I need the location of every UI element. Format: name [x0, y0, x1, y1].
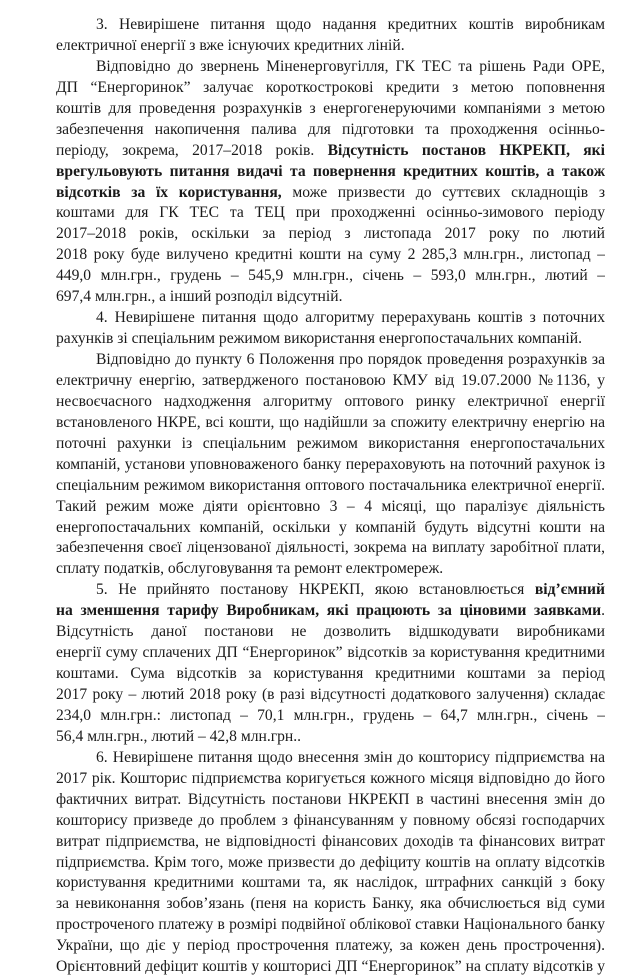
bold-text: від’ємний	[534, 581, 605, 599]
text-run: Такий режим може діяти орієнтовно 3 – 4 місяці, що паралізує діяльність	[56, 497, 605, 515]
text-run: ДП “Енергоринок” залучає короткострокові кредити з метою поповнення	[56, 78, 605, 96]
text-line	[56, 497, 605, 518]
text-line	[56, 371, 605, 392]
text-line	[56, 832, 605, 853]
text-run: рахунків зі спеціальним режимом використання енергопостачальних компаній.	[56, 330, 582, 348]
text-run: періоду, зокрема, 2017–2018 років.	[56, 141, 328, 159]
text-run: 2017–2018 років, оскільки за період з листопада 2017 року по лютий	[56, 225, 605, 243]
bold-text: врегульовують питання видачі та повернення кредитних коштів, а також	[56, 162, 605, 180]
text-run: електричну енергію, затвердженого постановою КМУ від 19.07.2000 №1136, у	[56, 371, 605, 389]
text-line	[56, 308, 605, 329]
document-page	[56, 15, 605, 978]
text-run: 234,0 млн.грн.: листопад – 70,1 млн.грн., грудень – 64,7 млн.грн., січень –	[56, 706, 605, 724]
text-run: .	[601, 602, 605, 620]
text-line	[56, 706, 605, 727]
text-line	[56, 894, 605, 915]
text-line	[56, 601, 605, 622]
text-line	[56, 622, 605, 643]
text-line	[56, 936, 605, 957]
text-line	[56, 329, 605, 350]
text-line	[56, 643, 605, 664]
text-line	[56, 559, 605, 580]
text-line	[56, 99, 605, 120]
text-line	[56, 245, 605, 266]
text-line	[56, 811, 605, 832]
text-run: коштами. Сума відсотків за користування кредитними коштами за період	[56, 665, 605, 683]
text-run: поточні рахунки із спеціальним режимом використання енергопостачальних	[56, 434, 605, 452]
text-line	[56, 790, 605, 811]
text-run: 2017 року – лютий 2018 року (в разі відсутності додаткового залучення) складає	[56, 686, 605, 703]
text-line	[56, 350, 605, 371]
text-run: витрат підприємства, не відповідності фінансових доходів та фінансових витрат	[56, 832, 605, 850]
text-run: 6. Невирішене питання щодо внесення змін до кошторису підприємства на	[96, 748, 605, 766]
text-line	[56, 873, 605, 894]
text-line	[56, 15, 605, 36]
text-line	[56, 538, 605, 559]
text-run: 697,4 млн.грн., а інший розподіл відсутній.	[56, 288, 343, 306]
bold-text: відсотків за їх користування,	[56, 183, 282, 201]
text-run: компаній, установи уповноваженого банку перераховують на поточний рахунок із	[56, 455, 605, 473]
text-run: коштів для проведення розрахунків з енергогенеруючими компаніями з метою	[56, 99, 605, 117]
text-run: Відсутність даної постанови не дозволить відшкодувати виробниками	[56, 623, 605, 641]
text-line	[56, 748, 605, 769]
text-line	[56, 685, 605, 706]
text-line	[56, 455, 605, 476]
text-line	[56, 915, 605, 936]
text-line	[56, 120, 605, 141]
text-run: сплату податків, обслуговування та ремонт електромереж.	[56, 560, 444, 578]
text-run: забезпечення накопичення палива для підготовки та проходження осінньо-	[56, 120, 605, 138]
text-run: забезпечення своєї ліцензованої діяльності, зокрема на виплату заробітної плати,	[56, 539, 605, 557]
text-run: електричної енергії з вже існуючих кредитних ліній.	[56, 36, 405, 54]
text-line	[56, 57, 605, 78]
text-run: енергії суму сплачених ДП “Енергоринок” відсотків за користування кредитними	[56, 644, 605, 662]
text-run: 4. Невирішене питання щодо алгоритму перерахувань коштів з поточних	[96, 309, 605, 327]
text-run: простроченого платежу в розмірі подвійної облікової ставки Національного банку	[56, 916, 605, 934]
text-line	[56, 287, 605, 308]
text-run: 56,4 млн.грн., лютий – 42,8 млн.грн..	[56, 727, 302, 745]
text-run: підприємства. Крім того, може призвести до дефіциту коштів на оплату відсотків	[56, 853, 605, 871]
text-line	[56, 392, 605, 413]
text-run: Відповідно до звернень Міненерговугілля, ГК ТЕС та рішень Ради ОРЕ,	[96, 57, 605, 75]
bold-text: на зменшення тарифу Виробникам, які працюють за ціновими заявками	[56, 602, 602, 620]
text-run: за невиконання зобов’язань (пеня на користь Банку, яка обчислюється від суми	[56, 895, 605, 913]
text-line	[56, 141, 605, 162]
text-line	[56, 183, 605, 204]
text-run: спеціальним режимом використання оптового постачальника електричної енергії.	[56, 476, 605, 494]
text-line	[56, 203, 605, 224]
text-run: 2018 року буде вилучено кредитні кошти на суму 2 285,3 млн.грн., листопад –	[56, 246, 605, 264]
text-run: 3. Невирішене питання щодо надання кредитних коштів виробникам	[96, 16, 605, 33]
text-run: 2017 рік. Кошторис підприємства коригується кожного місяця відповідно до його	[56, 769, 605, 787]
text-run: користування кредитними коштами та, як наслідок, штрафних санкцій з боку	[56, 874, 605, 892]
text-line	[56, 518, 605, 539]
text-run: Відповідно до пункту 6 Положення про порядок проведення розрахунків за	[96, 351, 605, 368]
text-line	[56, 476, 605, 497]
text-line	[56, 957, 605, 978]
text-line	[56, 413, 605, 434]
text-run: фактичних витрат. Відсутність постанови НКРЕКП в частині внесення змін до	[56, 790, 605, 808]
text-run: 5. Не прийнято постанову НКРЕКП, якою встановлюється	[96, 581, 535, 599]
text-line	[56, 769, 605, 790]
text-run: 449,0 млн.грн., грудень – 545,9 млн.грн., січень – 593,0 млн.грн., лютий –	[56, 267, 605, 285]
text-run: енергопостачальних компаній, оскільки у компаній будуть відсутні кошти на	[56, 518, 605, 536]
text-line	[56, 266, 605, 287]
text-run: кошторису призведе до проблем з фінансуванням у повному обсязі господарчих	[56, 811, 605, 829]
text-run: встановленого НКРЕ, всі кошти, що надійшли за спожиту електричну енергію на	[56, 413, 605, 431]
text-line	[56, 36, 605, 57]
text-line	[56, 580, 605, 601]
bold-text: Відсутність постанов НКРЕКП, які	[327, 141, 605, 159]
text-run: Орієнтовний дефіцит коштів у кошторисі ДП “Енергоринок” на сплату відсотків у	[56, 958, 605, 976]
text-run: несвоєчасного надходження алгоритму оптового ринку електричної енергії	[56, 392, 605, 410]
text-line	[56, 224, 605, 245]
text-line	[56, 162, 605, 183]
text-run: України, що діє у період прострочення платежу, за кожен день прострочення).	[56, 937, 605, 955]
text-run: може призвести до суттєвих складнощів з	[292, 183, 605, 201]
text-run: коштами для ГК ТЕС та ТЕЦ при проходженні осінньо-зимового періоду	[56, 204, 605, 222]
text-line	[56, 434, 605, 455]
text-line	[56, 664, 605, 685]
text-line	[56, 727, 605, 748]
text-line	[56, 853, 605, 874]
text-line	[56, 78, 605, 99]
